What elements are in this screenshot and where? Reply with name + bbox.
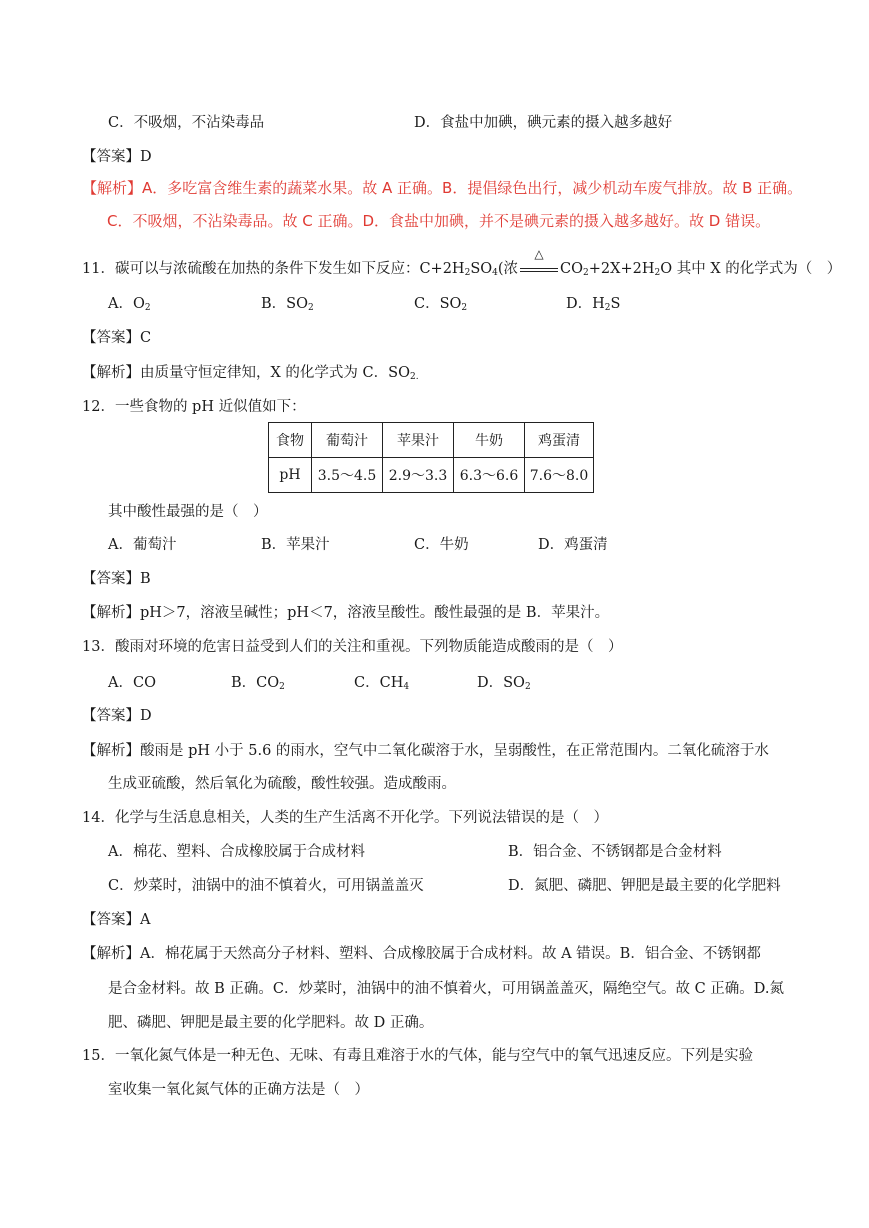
table-cell: 7.6～8.0 — [525, 458, 594, 493]
q11-stem-text-3: (浓 — [497, 261, 519, 277]
heat-delta-icon: △ — [534, 247, 544, 261]
q13-option-b: B．$CO_2$ — [231, 675, 285, 692]
q15-stem-line-1: 15．一氧化氮气体是一种无色、无味、有毒且难溶于水的气体，能与空气中的氧气迅速反应。下列是实验 — [82, 1048, 753, 1064]
q12-stem: 12．一些食物的 pH 近似值如下： — [82, 399, 306, 415]
q14-answer: 【答案】A — [82, 912, 151, 928]
table-cell: 苹果汁 — [383, 423, 454, 458]
q12-option-c: C．牛奶 — [414, 537, 469, 553]
q11-answer: 【答案】C — [82, 330, 152, 346]
q11-stem-text-6: O 其中 X 的化学式为（ ） — [660, 261, 842, 277]
q14-option-b: B．铝合金、不锈钢都是合金材料 — [508, 844, 722, 860]
q10-answer: 【答案】D — [82, 149, 152, 165]
q11-option-a: A．$O_2$ — [108, 296, 151, 313]
q12-option-d: D．鸡蛋清 — [538, 537, 608, 553]
q11-stem-sub-2: 4 — [492, 268, 498, 278]
q10-option-c: C．不吸烟，不沾染毒品 — [108, 115, 265, 131]
table-cell: 葡萄汁 — [312, 423, 383, 458]
q10-analysis-line-1: 【解析】A．多吃富含维生素的蔬菜水果。故 A 正确。B．提倡绿色出行，减少机动车废气排放。故 B 正确。 — [82, 179, 803, 197]
q11-stem-sub-1: 2 — [464, 268, 471, 278]
q11-stem-sub-4: 2 — [654, 268, 661, 278]
q15-stem-line-2: 室收集一氧化氮气体的正确方法是（ ） — [108, 1082, 369, 1098]
table-cell: 6.3～6.6 — [454, 458, 525, 493]
q12-question: 其中酸性最强的是（ ） — [108, 504, 268, 520]
q12-option-b: B．苹果汁 — [261, 537, 330, 553]
q11-stem-text-5: +2X+2H — [588, 261, 655, 277]
table-cell: 3.5～4.5 — [312, 458, 383, 493]
q10-analysis-line-2: C．不吸烟，不沾染毒品。故 C 正确。D．食盐中加碘，并不是碘元素的摄入越多越好。故 D 错误。 — [107, 212, 771, 230]
q14-option-d: D．氮肥、磷肥、钾肥是最主要的化学肥料 — [508, 878, 781, 894]
q13-option-c: C．$CH_4$ — [354, 675, 410, 692]
q11-stem-text-4: CO — [560, 261, 584, 277]
q11-option-d: D．$H_2S$ — [566, 296, 621, 313]
table-cell: pH — [269, 458, 312, 493]
table-cell: 鸡蛋清 — [525, 423, 594, 458]
q11-stem-sub-3: 2 — [583, 268, 589, 278]
table-row — [269, 423, 594, 458]
q11-analysis: 【解析】由质量守恒定律知，X 的化学式为 C．$SO_{2.}$ — [82, 365, 419, 382]
q13-analysis-line-1: 【解析】酸雨是 pH 小于 5.6 的雨水，空气中二氧化碳溶于水，呈弱酸性，在正常范围内。二氧化硫溶于水 — [82, 743, 769, 759]
q12-answer: 【答案】B — [82, 571, 151, 587]
q13-option-a: A．CO — [108, 675, 156, 691]
q10-option-d: D．食盐中加碘，碘元素的摄入越多越好 — [414, 115, 673, 131]
reaction-arrow — [518, 247, 560, 273]
q12-option-a: A．葡萄汁 — [108, 537, 177, 553]
q12-analysis: 【解析】pH＞7，溶液呈碱性；pH＜7，溶液呈酸性。酸性最强的是 B．苹果汁。 — [82, 605, 610, 621]
q11-stem-text-1: 11．碳可以与浓硫酸在加热的条件下发生如下反应：C+2H — [82, 261, 465, 277]
q14-option-c: C．炒菜时，油锅中的油不慎着火，可用锅盖盖灭 — [108, 878, 424, 894]
q14-analysis-line-1: 【解析】A．棉花属于天然高分子材料、塑料、合成橡胶属于合成材料。故 A 错误。B．铝合金、不锈钢都 — [82, 946, 761, 962]
q14-analysis-line-2: 是合金材料。故 B 正确。C．炒菜时，油锅中的油不慎着火，可用锅盖盖灭，隔绝空气。故 C 正确。D.氮 — [108, 981, 784, 997]
table-cell: 牛奶 — [454, 423, 525, 458]
q13-stem: 13．酸雨对环境的危害日益受到人们的关注和重视。下列物质能造成酸雨的是（ ） — [82, 639, 623, 655]
table-cell: 食物 — [269, 423, 312, 458]
q13-answer: 【答案】D — [82, 708, 152, 724]
q13-option-d: D．$SO_2$ — [477, 675, 531, 692]
q14-analysis-line-3: 肥、磷肥、钾肥是最主要的化学肥料。故 D 正确。 — [108, 1015, 434, 1031]
q14-stem: 14．化学与生活息息相关，人类的生产生活离不开化学。下列说法错误的是（ ） — [82, 810, 608, 826]
ph-table — [268, 422, 594, 493]
table-cell: 2.9～3.3 — [383, 458, 454, 493]
q14-option-a: A．棉花、塑料、合成橡胶属于合成材料 — [108, 844, 365, 860]
q11-stem-text-2: SO — [470, 261, 493, 277]
q11-option-c: C．$SO_2$ — [414, 296, 468, 313]
q11-stem — [82, 247, 842, 279]
table-row — [269, 458, 594, 493]
q13-analysis-line-2: 生成亚硫酸，然后氧化为硫酸，酸性较强。造成酸雨。 — [108, 776, 456, 792]
q11-option-b: B．$SO_2$ — [261, 296, 314, 313]
